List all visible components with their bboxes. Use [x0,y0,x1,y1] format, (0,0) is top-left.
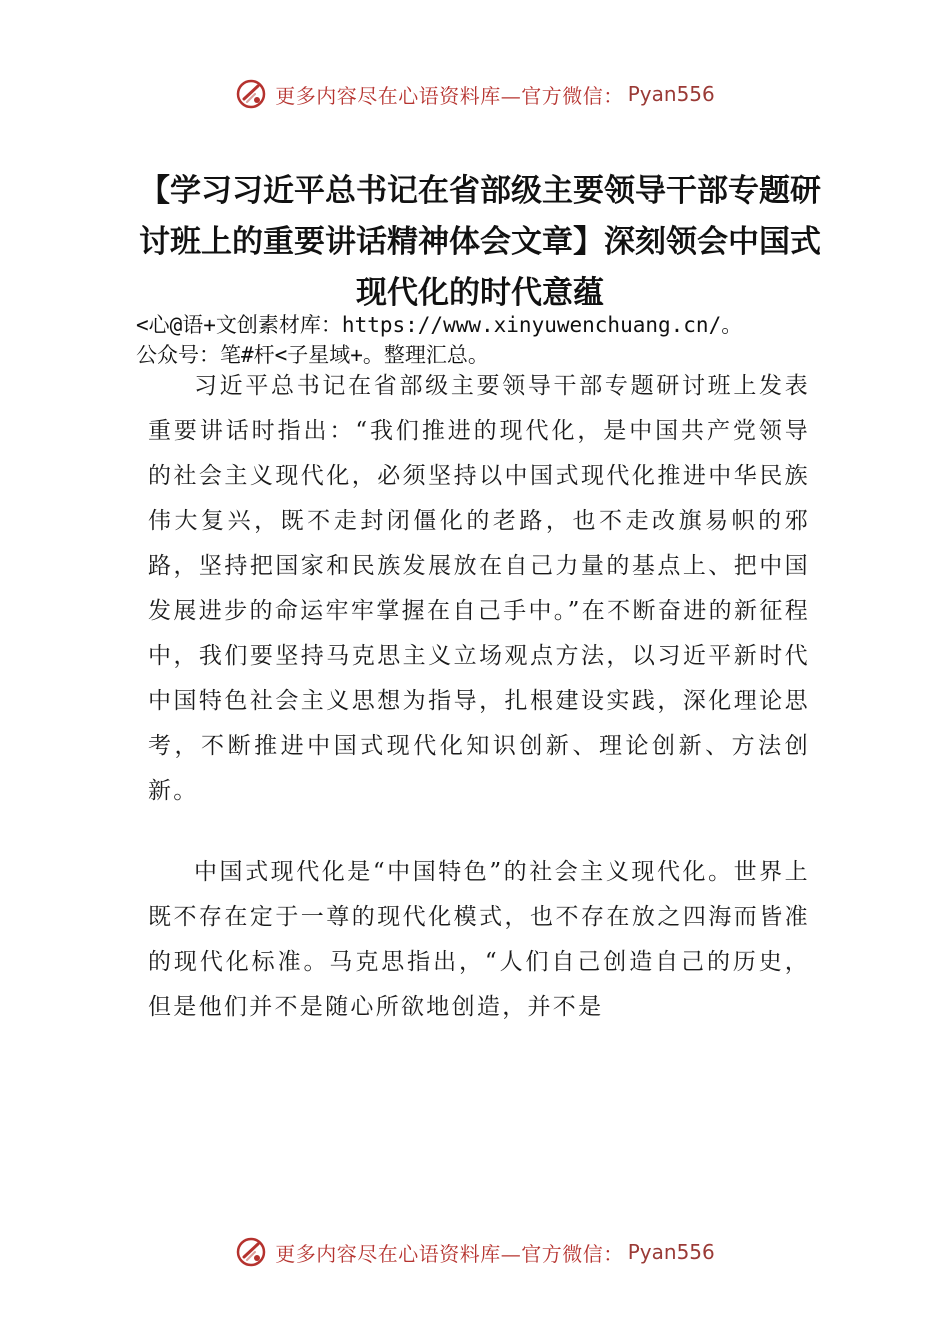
banner-text: 更多内容尽在心语资料库—官方微信： [275,83,624,108]
wechat-id: Pyan556 [627,82,715,106]
source-note [136,310,836,370]
source-line: 公众号：笔#杆<子星域+。整理汇总。 [136,343,489,367]
footer-banner [0,1232,950,1272]
wechat-id: Pyan556 [627,1240,715,1264]
banner-text: 更多内容尽在心语资料库—官方微信： [275,1241,624,1266]
logo-icon [235,78,267,110]
paragraph: 中国式现代化是“中国特色”的社会主义现代化。世界上既不存在定于一尊的现代化模式，也不存在放之四海而皆准的现代化标准。马克思指出，“人们自己创造自己的历史，但是他们并不是随心所欲地创造，并不是 [148,859,810,1020]
paragraph: 习近平总书记在省部级主要领导干部专题研讨班上发表重要讲话时指出：“我们推进的现代化，是中国共产党领导的社会主义现代化，必须坚持以中国式现代化推进中华民族伟大复兴，既不走封闭僵化的老路，也不走改旗易帜的邪路，坚持把国家和民族发展放在自己力量的基点上、把中国发展进步的命运牢牢掌握在自己手中。”在不断奋进的新征程中，我们要坚持马克思主义立场观点方法，以习近平新时代中国特色社会主义思想为指导，扎根建设实践，深化理论思考，不断推进中国式现代化知识创新、理论创新、方法创新。 [148,373,810,804]
source-line: <心@语+文创素材库：https://www.xinyuwenchuang.cn/。 [136,313,743,337]
header-banner [0,74,950,114]
article-title: 【学习习近平总书记在省部级主要领导干部专题研讨班上的重要讲话精神体会文章】深刻领会中国式现代化的时代意蕴 [139,173,821,311]
logo-icon [235,1236,267,1268]
